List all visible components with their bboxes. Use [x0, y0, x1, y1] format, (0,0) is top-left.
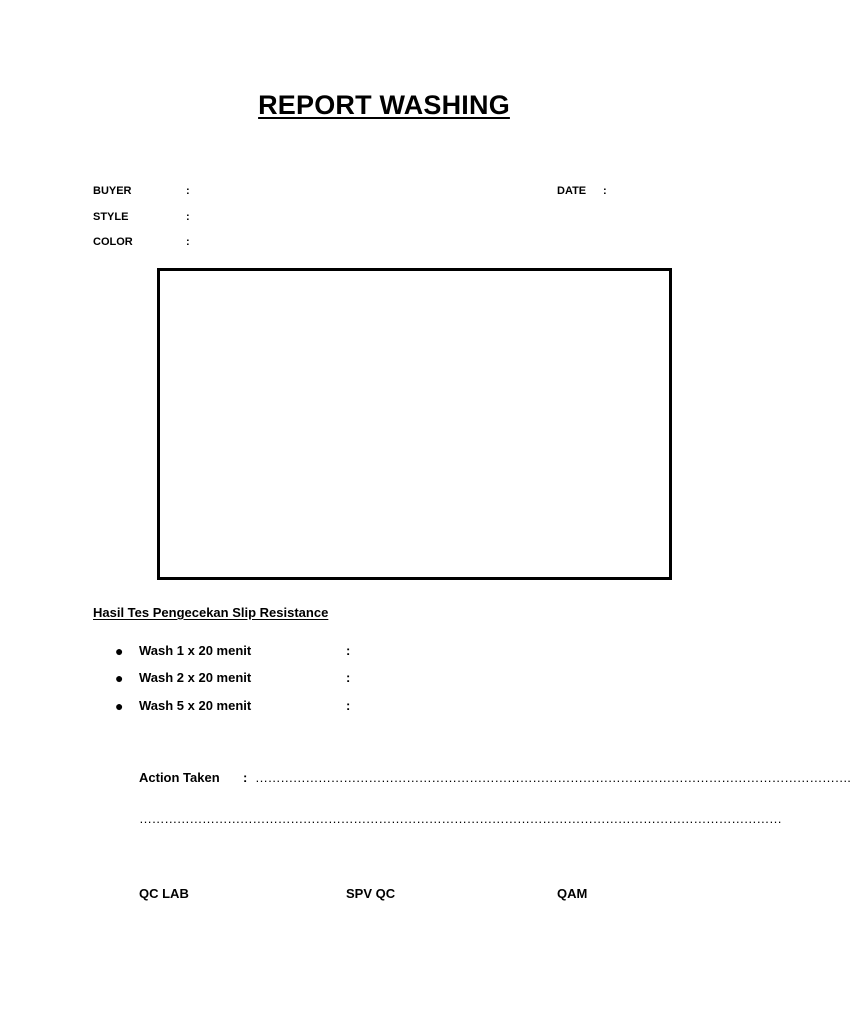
action-taken-colon: : [243, 770, 248, 785]
wash-2-label: Wash 2 x 20 menit [139, 670, 252, 685]
buyer-colon: : [186, 185, 190, 197]
signature-qam: QAM [557, 886, 588, 901]
wash-1-colon: : [346, 643, 351, 658]
wash-2-colon: : [346, 670, 351, 685]
signature-qc-lab: QC LAB [139, 886, 189, 901]
photo-placeholder-box [157, 268, 672, 580]
color-label: COLOR [93, 236, 133, 248]
action-taken-dotted-line-2: ……………………………………………………………………………………………………………………………………… [139, 811, 782, 826]
wash-1-label: Wash 1 x 20 menit [139, 643, 252, 658]
date-label: DATE [557, 185, 587, 197]
color-colon: : [186, 236, 190, 248]
slip-resistance-heading: Hasil Tes Pengecekan Slip Resistance [93, 605, 329, 620]
wash-5-colon: : [346, 698, 351, 713]
buyer-label: BUYER [93, 185, 132, 197]
bullet-icon: ● [115, 698, 124, 714]
action-taken-dotted-line-1: ……………………………………………………………………………………………………………………………. [255, 770, 850, 785]
action-taken-label: Action Taken [139, 770, 220, 785]
style-label: STYLE [93, 211, 129, 223]
date-colon: : [603, 185, 607, 197]
signature-spv-qc: SPV QC [346, 886, 396, 901]
bullet-icon: ● [115, 670, 124, 686]
wash-5-label: Wash 5 x 20 menit [139, 698, 252, 713]
page-title: REPORT WASHING [258, 90, 510, 120]
bullet-icon: ● [115, 643, 124, 659]
style-colon: : [186, 211, 190, 223]
